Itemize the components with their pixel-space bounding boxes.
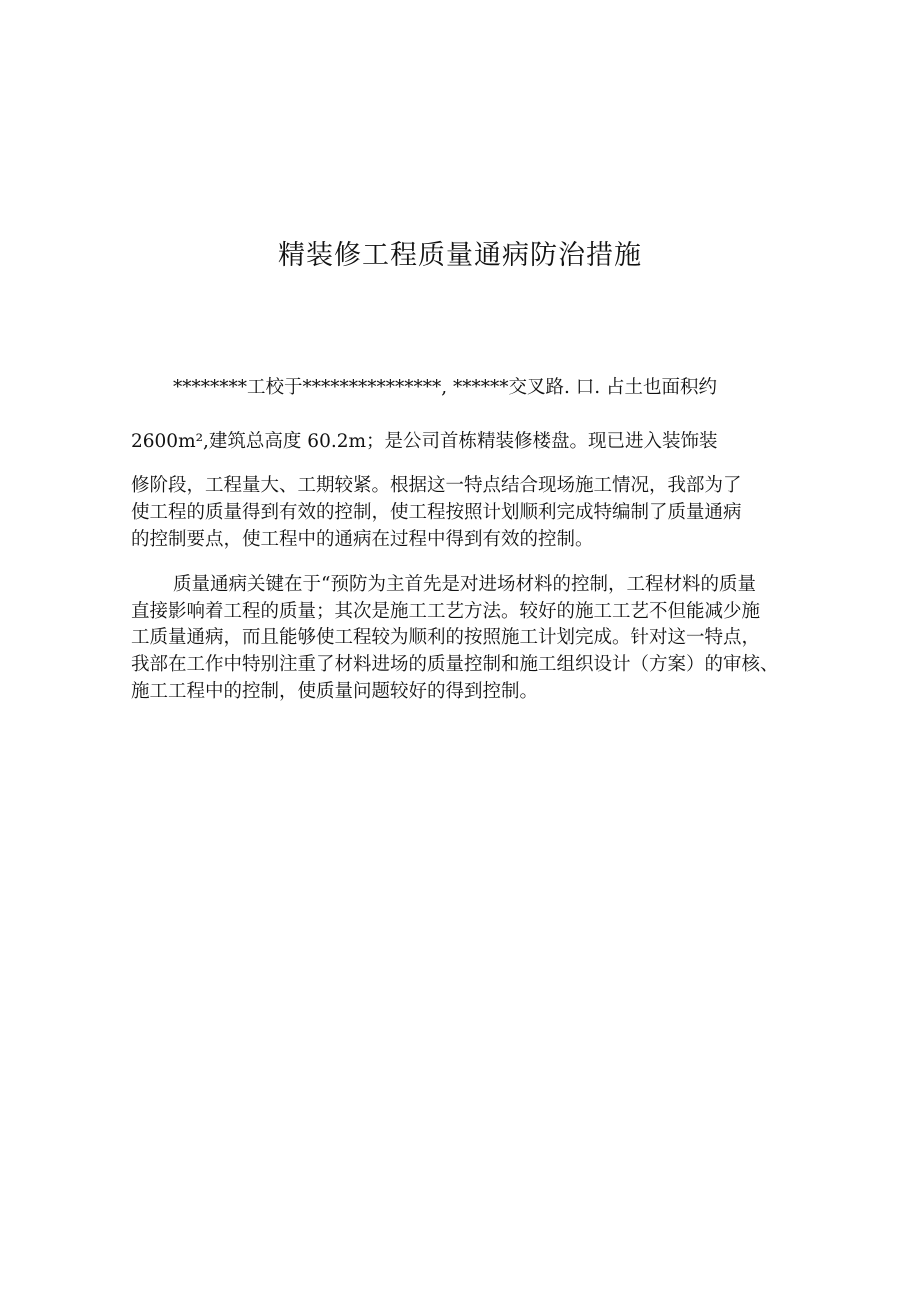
paragraph-2-line-3: 工质量通病，而且能够使工程较为顺利的按照施工计划完成。针对这一特点，	[131, 627, 761, 648]
paragraph-2-line-5: 施工工程中的控制，使质量问题较好的得到控制。	[131, 681, 539, 702]
paragraph-1-line-3: 修阶段，工程量大、工期较紧。根据这一特点结合现场施工情况，我部为了	[131, 475, 742, 496]
paragraph-2-line-2: 直接影响着工程的质量；其次是施工工艺方法。较好的施工工艺不但能减少施	[131, 601, 761, 622]
paragraph-1-line-1: ********工校于***************, ******交叉路. 口. 占土也面积约	[173, 377, 718, 398]
paragraph-1-line-2: 2600m²,建筑总高度 60.2m；是公司首栋精装修楼盘。现已进入装饰装	[131, 431, 718, 452]
paragraph-2-line-1: 质量通病关键在于“预防为主首先是对进场材料的控制，工程材料的质量	[173, 574, 756, 595]
paragraph-1-line-4: 使工程的质量得到有效的控制，使工程按照计划顺利完成特编制了质量通病	[131, 502, 742, 523]
document-title: 精装修工程质量通病防治措施	[278, 240, 642, 271]
paragraph-2-line-4: 我部在工作中特别注重了材料进场的质量控制和施工组织设计（方案）的审核、	[131, 654, 779, 675]
paragraph-1-line-5: 的控制要点，使工程中的通病在过程中得到有效的控制。	[131, 529, 594, 550]
